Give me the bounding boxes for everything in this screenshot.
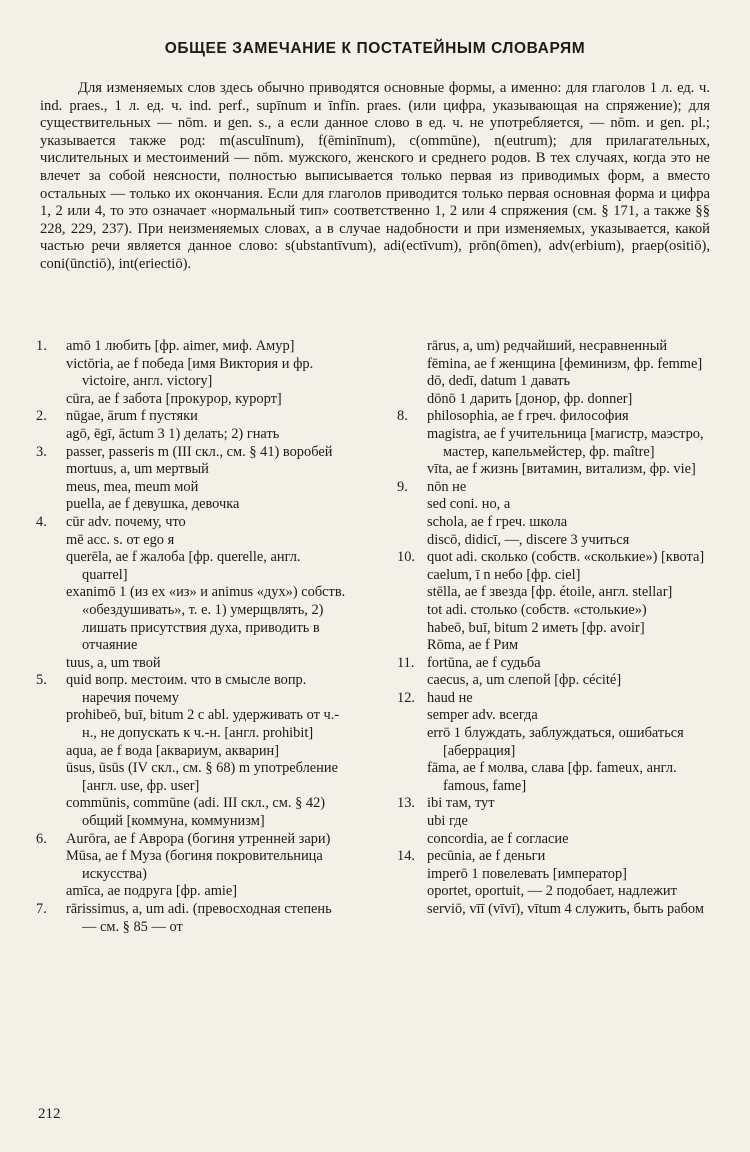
entry-text: ibi там, тут — [427, 795, 495, 812]
vocab-entry — [34, 743, 346, 761]
vocab-entry — [395, 356, 710, 374]
vocab-entry — [34, 760, 346, 795]
vocab-entry — [395, 831, 710, 849]
vocab-entry — [34, 479, 346, 497]
vocab-entry — [34, 549, 346, 584]
vocab-column-left — [34, 338, 346, 936]
entry-text: dōnō 1 дарить [донор, фр. donner] — [427, 390, 633, 407]
page-title: ОБЩЕЕ ЗАМЕЧАНИЕ К ПОСТАТЕЙНЫМ СЛОВАРЯМ — [164, 40, 586, 57]
entry-number: 1. — [36, 338, 47, 354]
entry-text: serviō, vīī (vīvī), vītum 4 служить, быть рабом — [427, 901, 704, 917]
vocab-entry — [395, 848, 710, 866]
vocab-entry — [395, 690, 710, 708]
entry-number: 11. — [397, 654, 415, 671]
vocab-entry — [395, 813, 710, 831]
entry-text: cūr adv. почему, что — [66, 513, 186, 530]
entry-text: exanimō 1 (из ex «из» и animus «дух») собств. «обездушивать», т. е. 1) умерщвлять, 2) лишать присутствия духа, приводить в отчаяние — [66, 584, 346, 654]
entry-text: nōn не — [427, 478, 467, 495]
vocab-entry — [395, 707, 710, 725]
entry-text: nūgae, ārum f пустяки — [66, 408, 198, 425]
entry-text: caecus, a, um слепой [фр. cécité] — [427, 672, 622, 689]
entry-number: 2. — [36, 408, 47, 425]
entry-text: sed coni. но, а — [427, 496, 511, 513]
entry-number: 7. — [36, 901, 47, 917]
entry-number: 14. — [397, 848, 415, 865]
entry-text: ubi где — [427, 813, 468, 830]
entry-text: ūsus, ūsūs (IV скл., см. § 68) m употребление [англ. use, фр. user] — [66, 760, 338, 794]
entry-text: cūra, ae f забота [прокурор, курорт] — [66, 390, 282, 407]
entry-number: 5. — [36, 672, 47, 689]
vocab-entry — [395, 866, 710, 884]
entry-text: caelum, ī n небо [фр. ciel] — [427, 566, 581, 583]
entry-text: meus, mea, meum мой — [66, 478, 199, 495]
entry-text: victōria, ae f победа [имя Виктория и фр. victoire, англ. victory] — [66, 355, 314, 390]
entry-text: prohibeō, buī, bitum 2 с abl. удерживать от ч.-н., не допускать к ч.-н. [англ. prohibit] — [66, 707, 340, 742]
vocab-entry — [34, 461, 346, 479]
vocab-entry — [34, 707, 346, 742]
vocab-entry — [395, 338, 710, 356]
entry-text: mortuus, a, um мертвый — [66, 461, 209, 478]
vocab-entry — [395, 602, 710, 620]
vocab-entry — [34, 532, 346, 550]
vocab-entry — [395, 514, 710, 532]
entry-text: Rōma, ae f Рим — [427, 637, 519, 654]
vocab-entry — [395, 391, 710, 409]
vocab-entry — [34, 831, 346, 849]
entry-text: philosophia, ae f греч. философия — [427, 408, 629, 425]
entry-text: errō 1 блуждать, заблуждаться, ошибаться [аберрация] — [427, 725, 684, 759]
entry-number: 10. — [397, 549, 415, 566]
vocab-entry — [34, 444, 346, 462]
entry-text: querēla, ae f жалоба [фр. querelle, англ. quarrel] — [66, 549, 301, 583]
vocab-entry — [34, 496, 346, 514]
entry-text: dō, dedī, datum 1 давать — [427, 373, 571, 390]
entry-text: quot adi. сколько (собств. «сколькие») [квота] — [427, 549, 705, 566]
entry-text: imperō 1 повелевать [император] — [427, 865, 627, 882]
entry-text: commūnis, commūne (adi. III скл., см. § 42) общий [коммуна, коммунизм] — [66, 795, 326, 830]
entry-number: 6. — [36, 830, 47, 847]
entry-text: fortūna, ae f судьба — [427, 654, 541, 671]
entry-number: 9. — [397, 478, 408, 495]
vocab-entry — [395, 672, 710, 690]
entry-text: Aurōra, ae f Аврора (богиня утренней зари) — [66, 830, 331, 847]
vocab-entry — [395, 637, 710, 655]
entry-text: fāma, ae f молва, слава [фр. fameux, англ. famous, fame] — [427, 760, 677, 794]
vocab-entry — [34, 356, 346, 391]
entry-text: aqua, ae f вода [аквариум, акварин] — [66, 742, 280, 759]
entry-text: habeō, buī, bitum 2 иметь [фр. avoir] — [427, 619, 645, 636]
entry-number: 3. — [36, 443, 47, 460]
vocab-entry — [395, 620, 710, 638]
entry-text: rārus, a, um) редчайший, несравненный — [427, 338, 668, 354]
intro-paragraph: Для изменяемых слов здесь обычно приводятся основные формы, а именно: для глаголов 1 л. ед. ч. ind. praes., 1 л. ед. ч. ind. perf., supīnum и īnfīn. praes. (или цифра, указывающая на спряжение); для существительных — nōm. и gen. s., а если данное слово в ед. ч. не употребляется, — nōm. и gen. pl.; указывается также род: m(asculīnum), f(ēminīnum), c(ommūne), n(eutrum); для прилагательных, числительных и местоимений — nōm. мужского, женского и среднего родов. В тех случаях, когда это не влечет за собой неясности, полностью выписывается только первая из приводимых форм, а вместо остальных — только их окончания. Если для глаголов приводится только первая основная форма и цифра 1, 2 или 4, то это означает «нормальный тип» соответственно 1, 2 или 4 спряжения (см. § 171, а также §§ 228, 229, 237). При неизменяемых словах, а в случае надобности и при изменяемых, указывается, какой частью речи является данное слово: s(ubstantīvum), adi(ectīvum), prōn(ōmen), adv(erbium), praep(ositiō), coni(ūnctiō), int(eriectiō). — [40, 80, 710, 272]
entry-text: mē acc. s. от ego я — [66, 531, 175, 548]
vocab-entry — [34, 848, 346, 883]
page-number: 212 — [38, 1106, 61, 1122]
entry-text: Mūsa, ae f Муза (богиня покровительница искусства) — [66, 848, 323, 882]
vocab-entry — [34, 584, 346, 654]
entry-text: agō, ēgī, āctum 3 1) делать; 2) гнать — [66, 425, 280, 442]
vocab-entry — [395, 655, 710, 673]
vocab-entry — [395, 567, 710, 585]
vocab-entry — [395, 373, 710, 391]
entry-text: vīta, ae f жизнь [витамин, витализм, фр. vie] — [427, 461, 696, 478]
entry-number: 13. — [397, 795, 415, 812]
vocab-entry — [34, 795, 346, 830]
entry-text: quid вопр. местоим. что в смысле вопр. наречия почему — [66, 672, 307, 706]
entry-text: amīca, ae подруга [фр. amie] — [66, 883, 238, 900]
vocab-entry — [395, 408, 710, 426]
entry-number: 12. — [397, 689, 415, 706]
vocab-entry — [395, 496, 710, 514]
vocab-entry — [395, 760, 710, 795]
entry-text: rārissimus, a, um adi. (превосходная степень — см. § 85 — от — [66, 901, 332, 935]
vocab-entry — [395, 461, 710, 479]
entry-text: amō 1 любить [фр. aimer, миф. Амур] — [66, 338, 295, 354]
vocab-entry — [395, 901, 710, 919]
vocab-entry — [34, 426, 346, 444]
vocab-entry — [395, 725, 710, 760]
entry-text: concordia, ae f согласие — [427, 830, 569, 847]
vocab-column-right — [395, 338, 710, 919]
vocab-entry — [395, 584, 710, 602]
vocab-entry — [34, 391, 346, 409]
vocab-entry — [34, 672, 346, 707]
entry-text: puella, ae f девушка, девочка — [66, 496, 240, 513]
vocab-entry — [395, 532, 710, 550]
vocab-entry — [34, 883, 346, 901]
entry-number: 4. — [36, 513, 47, 530]
entry-text: fēmina, ae f женщина [феминизм, фр. femme] — [427, 355, 703, 372]
vocab-entry — [34, 514, 346, 532]
entry-text: magistra, ae f учительница [магистр, маэстро, мастер, капельмейстер, фр. maître] — [427, 425, 704, 460]
entry-text: haud не — [427, 689, 473, 706]
vocab-entry — [395, 883, 710, 901]
vocab-entry — [34, 901, 346, 936]
vocab-entry — [34, 408, 346, 426]
entry-text: pecūnia, ae f деньги — [427, 848, 546, 865]
vocab-entry — [395, 549, 710, 567]
entry-text: schola, ae f греч. школа — [427, 513, 568, 530]
entry-number: 8. — [397, 408, 408, 425]
entry-text: tot adi. столько (собств. «столькие») — [427, 601, 647, 618]
vocab-entry — [395, 795, 710, 813]
entry-text: stēlla, ae f звезда [фр. étoile, англ. stellar] — [427, 584, 673, 601]
vocab-entry — [395, 479, 710, 497]
entry-text: discō, didicī, —, discere 3 учиться — [427, 531, 630, 548]
entry-text: semper adv. всегда — [427, 707, 538, 724]
entry-text: oportet, oportuit, — 2 подобает, надлежит — [427, 883, 677, 900]
entry-text: tuus, a, um твой — [66, 654, 161, 671]
vocab-entry — [395, 426, 710, 461]
vocab-entry — [34, 338, 346, 356]
vocab-entry — [34, 655, 346, 673]
entry-text: passer, passeris m (III скл., см. § 41) воробей — [66, 443, 333, 460]
